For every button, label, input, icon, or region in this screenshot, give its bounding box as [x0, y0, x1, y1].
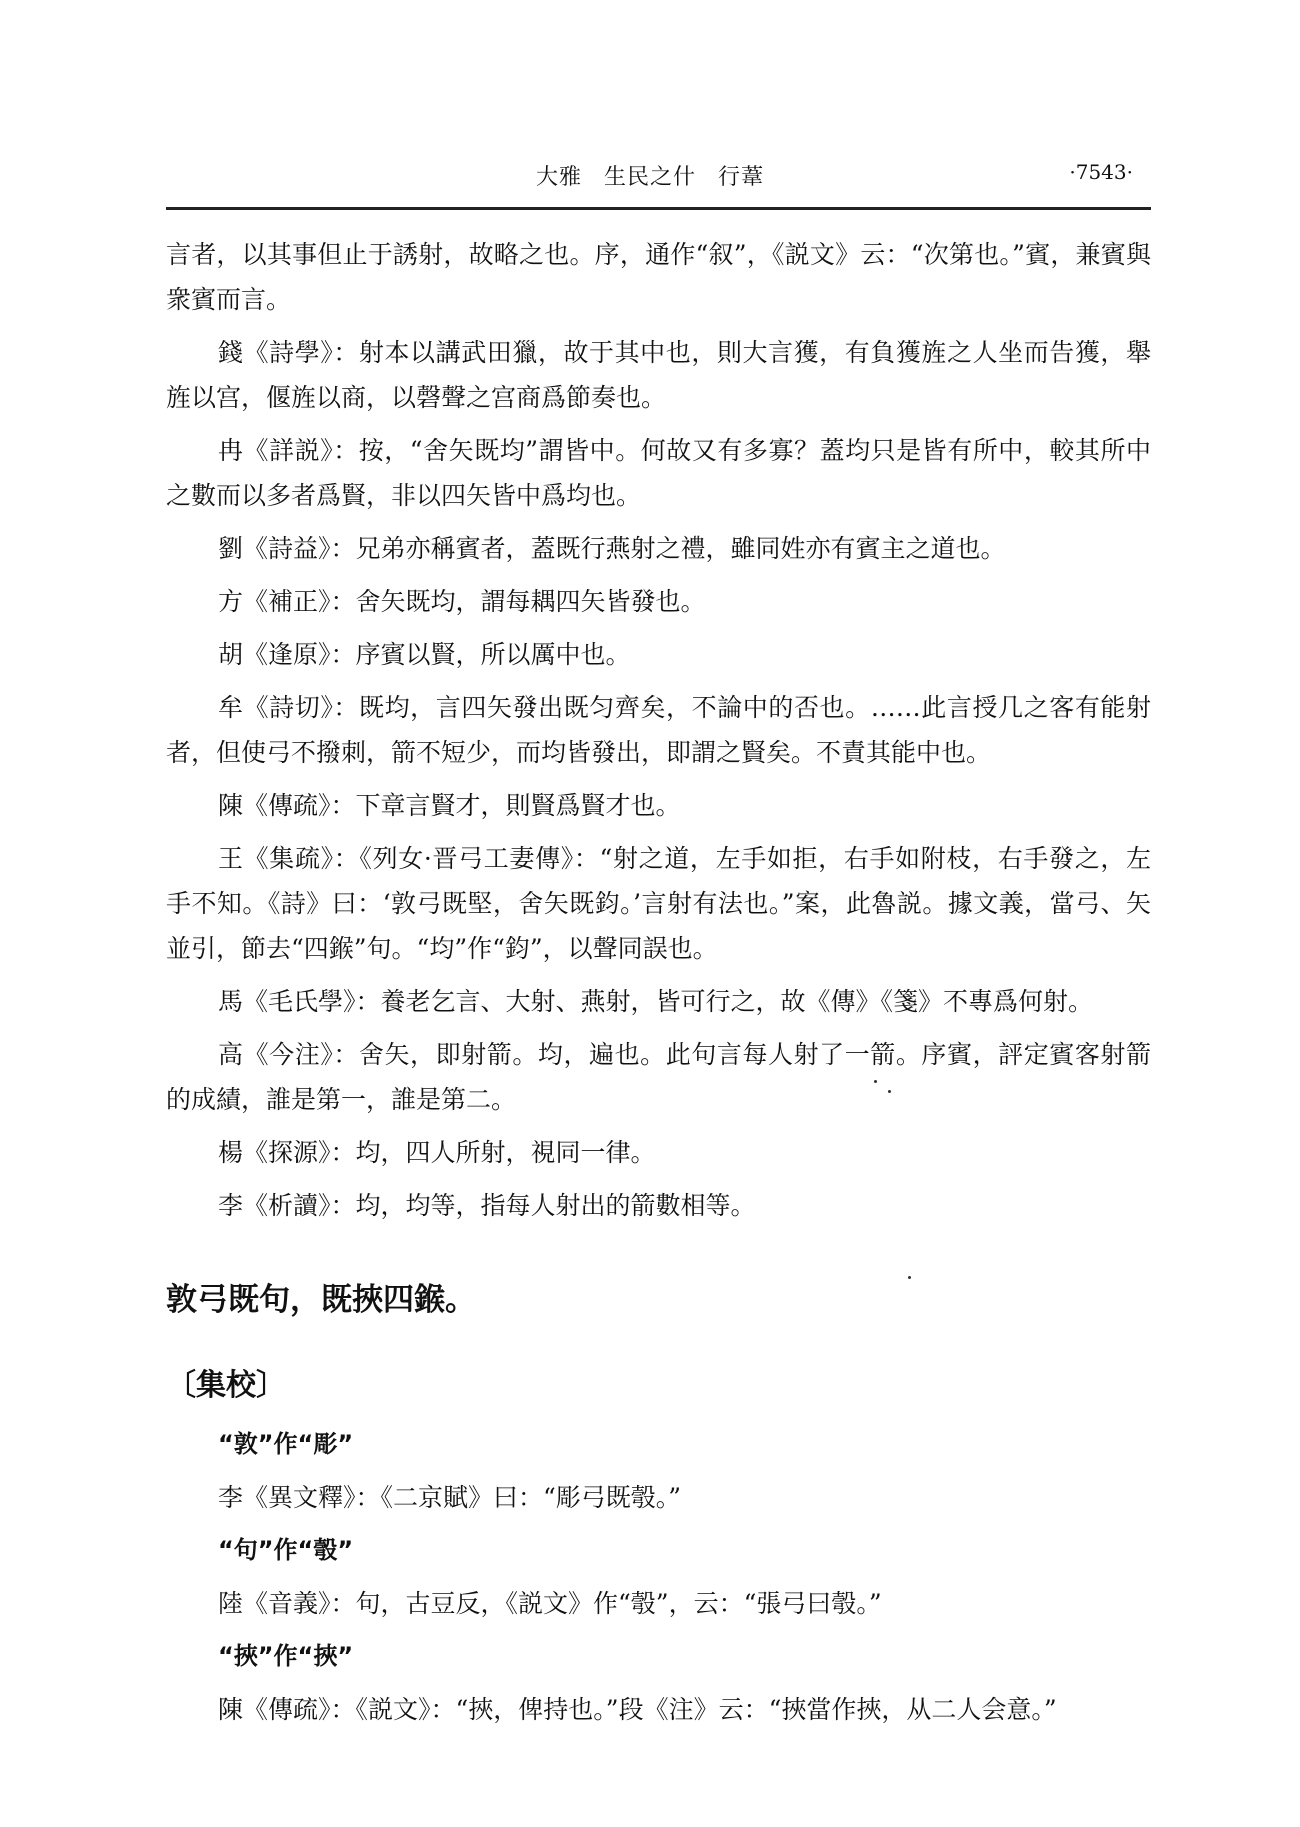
collation-note: 陸《音義》：句，古豆反，《説文》作“彀”，云：“張弓曰彀。” [218, 1589, 882, 1618]
commentary-paragraph: 馬《毛氏學》：養老乞言、大射、燕射，皆可行之，故《傳》《箋》不專爲何射。 [218, 987, 1094, 1016]
commentary-paragraph: 高《今注》：舍矢，即射箭。均，遍也。此句言每人射了一箭。序賓，評定賓客射箭的成績，誰是第一，誰是第二。 [166, 1040, 1151, 1114]
variant-heading: “挾”作“挾” [218, 1642, 354, 1670]
commentary-paragraph: 劉《詩益》：兄弟亦稱賓者，蓋既行燕射之禮，雖同姓亦有賓主之道也。 [218, 534, 1006, 563]
collation-note: 李《異文釋》：《二京賦》曰：“彫弓既彀。” [218, 1483, 682, 1512]
commentary-paragraph: 王《集疏》：《列女·晋弓工妻傳》：“射之道，左手如拒，右手如附枝，右手發之，左手不知。《詩》曰：‘敦弓既堅，舍矢既鈞。’言射有法也。”案，此魯説。據文義，當弓、矢並引，節去“四鍭”句。“均”作“鈞”，以聲同誤也。 [166, 844, 1151, 963]
header-rule [166, 207, 1151, 210]
scan-speck [888, 1090, 891, 1093]
variant-heading: “敦”作“彫” [218, 1430, 354, 1458]
running-header [166, 160, 1151, 192]
commentary-paragraph: 胡《逢原》：序賓以賢，所以厲中也。 [218, 640, 631, 669]
section-title: 〔集校〕 [166, 1368, 286, 1403]
collation-note: 陳《傳疏》：《説文》：“挾，俾持也。”段《注》云：“挾當作挾，从二人会意。” [218, 1695, 1057, 1724]
commentary-paragraph: 錢《詩學》：射本以講武田獵，故于其中也，則大言獲，有負獲旌之人坐而告獲，舉旌以宫，偃旌以商，以磬聲之宫商爲節奏也。 [166, 338, 1151, 412]
page-body [166, 232, 1151, 1740]
commentary-block [166, 232, 1151, 1228]
commentary-paragraph: 冉《詳説》：按，“舍矢既均”謂皆中。何故又有多寡？蓋均只是皆有所中，較其所中之數而以多者爲賢，非以四矢皆中爲均也。 [166, 436, 1151, 510]
verse-line: 敦弓既句，既挾四鍭。 [166, 1282, 476, 1318]
commentary-paragraph: 陳《傳疏》：下章言賢才，則賢爲賢才也。 [218, 791, 681, 820]
scan-speck [874, 1080, 877, 1083]
commentary-paragraph: 言者，以其事但止于誘射，故略之也。序，通作“叙”，《説文》云：“次第也。”賓，兼賓與衆賓而言。 [166, 240, 1151, 314]
scan-speck [908, 1276, 911, 1279]
commentary-paragraph: 李《析讀》：均，均等，指每人射出的箭數相等。 [218, 1191, 756, 1220]
commentary-paragraph: 方《補正》：舍矢既均，謂每耦四矢皆發也。 [218, 587, 706, 616]
commentary-paragraph: 楊《探源》：均，四人所射，視同一律。 [218, 1138, 656, 1167]
commentary-paragraph: 牟《詩切》：既均，言四矢發出既匀齊矣，不論中的否也。……此言授几之客有能射者，但使弓不撥刺，箭不短少，而均皆發出，即謂之賢矣。不責其能中也。 [166, 693, 1151, 767]
collation-block [166, 1422, 1151, 1732]
variant-heading: “句”作“彀” [218, 1536, 354, 1564]
page-number: ·7543· [1069, 160, 1133, 184]
running-title: 大雅 生民之什 行葦 [536, 165, 764, 190]
